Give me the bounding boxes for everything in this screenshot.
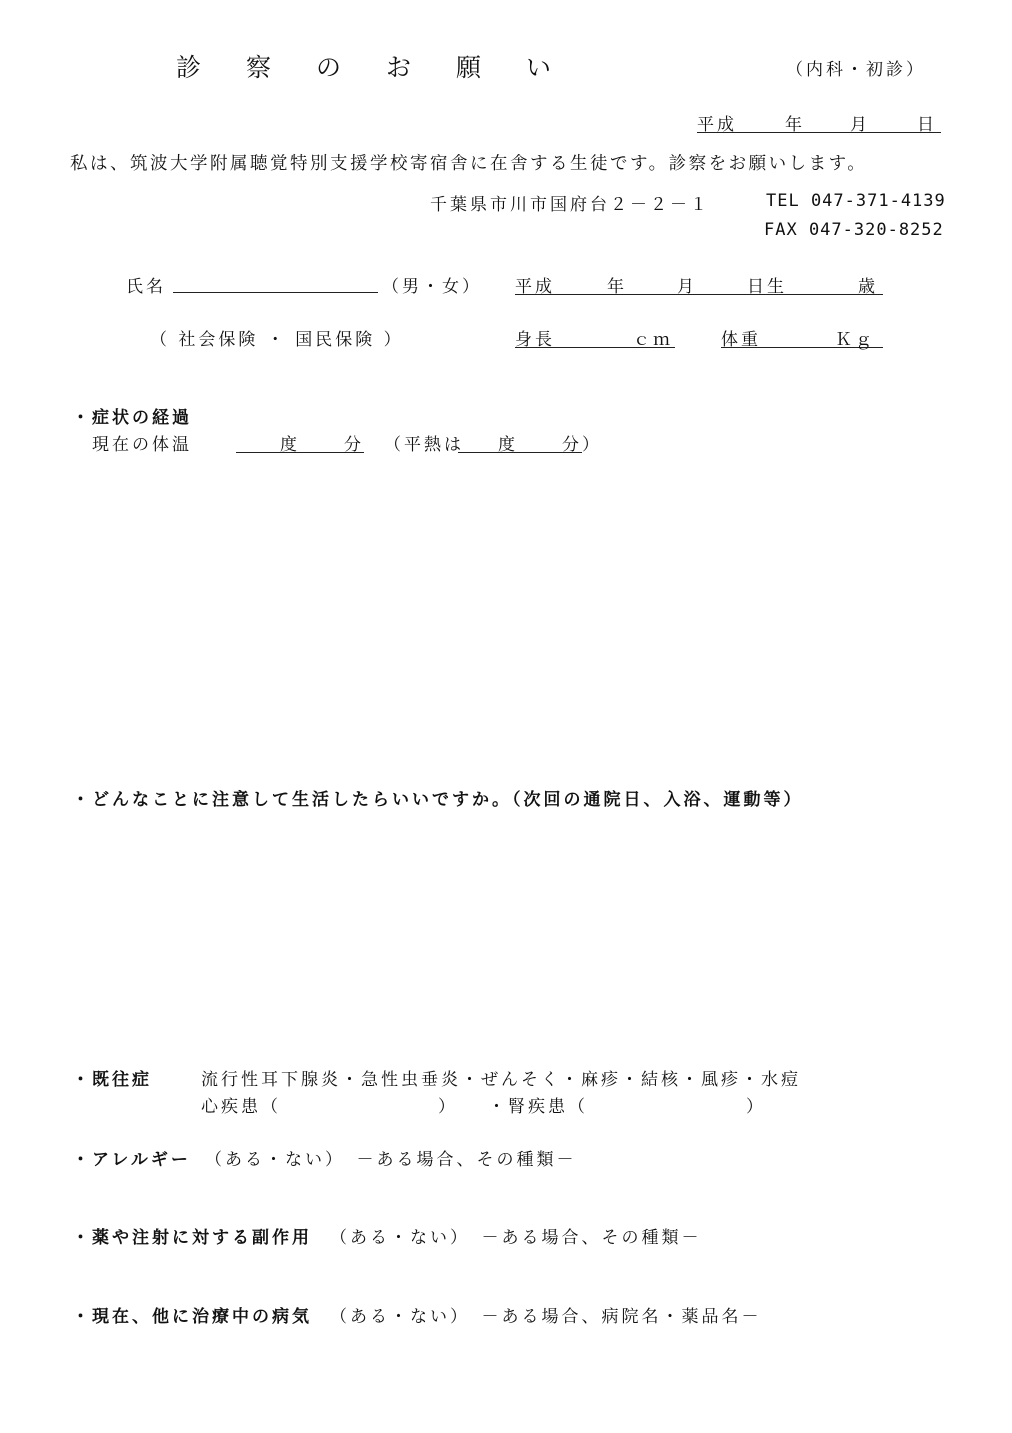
- insurance-type[interactable]: （ 社会保険 ・ 国民保険 ）: [150, 330, 404, 350]
- sex-options[interactable]: （男・女）: [382, 277, 482, 297]
- allergy-heading: ・アレルギー: [72, 1150, 191, 1170]
- name-label: 氏名: [126, 277, 166, 297]
- title-char: お: [386, 53, 412, 82]
- temp-degree: 度: [280, 435, 300, 455]
- page-title: [176, 48, 596, 84]
- heart-disease-close: ）: [438, 1097, 458, 1117]
- title-char: 診: [176, 53, 202, 82]
- birth-date-field[interactable]: [515, 272, 883, 295]
- kidney-disease-close: ）: [746, 1097, 766, 1117]
- title-char: の: [316, 53, 342, 82]
- date-day: 日: [917, 115, 937, 135]
- birth-month: 月: [677, 277, 697, 297]
- heart-disease-label: 心疾患（: [201, 1097, 281, 1117]
- school-fax: FAX 047-320-8252: [764, 220, 944, 240]
- title-char: 願: [456, 53, 482, 82]
- weight-unit: Ｋｇ: [835, 330, 875, 350]
- side-effects-heading: ・薬や注射に対する副作用: [72, 1228, 312, 1248]
- temperature-label: 現在の体温: [92, 435, 192, 455]
- side-effects-options[interactable]: （ある・ない） －ある場合、その種類－: [330, 1228, 702, 1248]
- weight-label: 体重: [721, 330, 761, 350]
- school-tel: TEL 047-371-4139: [766, 191, 946, 211]
- school-address: 千葉県市川市国府台２－２－１: [430, 195, 710, 215]
- lifestyle-answer-area[interactable]: [72, 815, 942, 1055]
- allergy-options[interactable]: （ある・ない） －ある場合、その種類－: [205, 1150, 577, 1170]
- normal-temp-label: （平熱は: [384, 435, 464, 455]
- temp-minute: 分: [344, 435, 364, 455]
- date-era: 平成: [697, 115, 737, 135]
- history-heading: ・既往症: [72, 1070, 152, 1090]
- age-unit: 歳: [858, 277, 878, 297]
- lifestyle-heading: ・どんなことに注意して生活したらいいですか。（次回の通院日、入浴、運動等）: [72, 790, 804, 810]
- title-char: い: [526, 53, 552, 82]
- date-month: 月: [850, 115, 870, 135]
- normal-minute: 分）: [562, 435, 602, 455]
- kidney-disease-label: ・腎疾患（: [488, 1097, 588, 1117]
- weight-field[interactable]: [721, 325, 883, 348]
- height-field[interactable]: [515, 325, 675, 348]
- height-label: 身長: [515, 330, 555, 350]
- birth-day: 日生: [747, 277, 787, 297]
- date-year: 年: [785, 115, 805, 135]
- name-field[interactable]: [173, 274, 378, 293]
- history-diseases[interactable]: 流行性耳下腺炎・急性虫垂炎・ぜんそく・麻疹・結核・風疹・水痘: [201, 1070, 801, 1090]
- birth-year: 年: [607, 277, 627, 297]
- symptoms-answer-area[interactable]: [72, 460, 942, 770]
- normal-degree: 度: [498, 435, 518, 455]
- title-char: 察: [246, 53, 272, 82]
- current-treatment-options[interactable]: （ある・ない） －ある場合、病院名・薬品名－: [330, 1307, 762, 1327]
- current-treatment-heading: ・現在、他に治療中の病気: [72, 1307, 312, 1327]
- symptoms-heading: ・症状の経過: [72, 408, 192, 428]
- department-note: （内科・初診）: [786, 60, 926, 80]
- birth-era: 平成: [515, 277, 555, 297]
- height-unit: ｃｍ: [633, 330, 673, 350]
- intro-statement: 私は、筑波大学附属聴覚特別支援学校寄宿舎に在舎する生徒です。診察をお願いします。: [70, 154, 868, 174]
- date-field[interactable]: [697, 110, 941, 133]
- temperature-field[interactable]: [236, 430, 364, 453]
